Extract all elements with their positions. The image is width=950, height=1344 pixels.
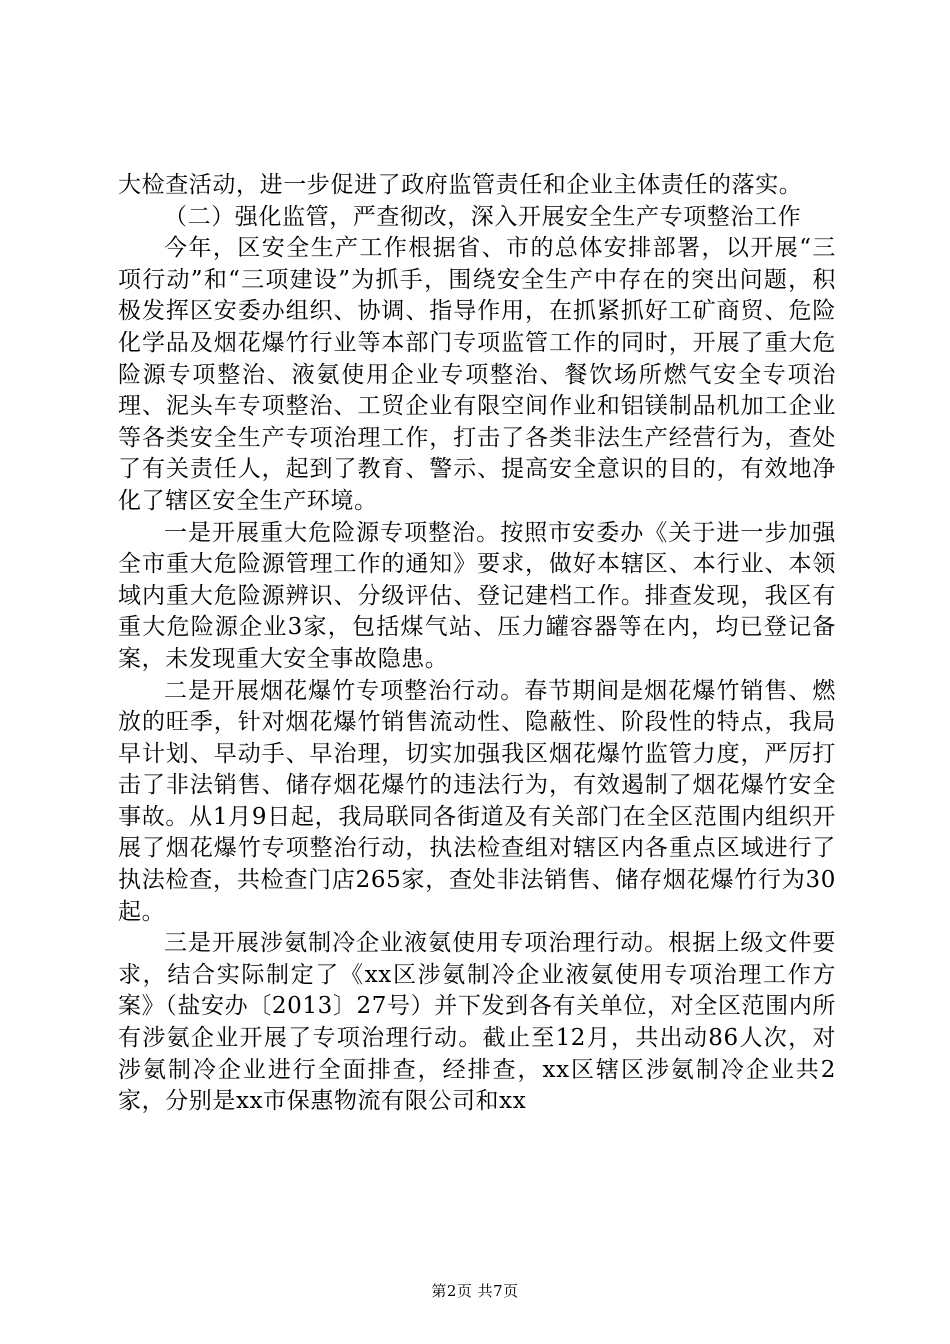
document-body [118, 170, 836, 1118]
paragraph-continued: 大检查活动，进一步促进了政府监管责任和企业主体责任的落实。 [118, 172, 803, 198]
paragraph-overview: 今年，区安全生产工作根据省、市的总体安排部署，以开展“三项行动”和“三项建设”为抓手，围绕安全生产中存在的突出问题，积极发挥区安委办组织、协调、指导作用，在抓紧抓好工矿商贸、危险化学品及烟花爆竹行业等本部门专项监管工作的同时，开展了重大危险源专项整治、液氨使用企业专项整治、餐饮场所燃气安全专项治理、泥头车专项整治、工贸企业有限空间作业和铝镁制品机加工企业等各类安全生产专项治理工作，打击了各类非法生产经营行为，查处了有关责任人，起到了教育、警示、提高安全意识的目的，有效地净化了辖区安全生产环境。 [118, 235, 836, 514]
section-heading: （二）强化监管，严查彻改，深入开展安全生产专项整治工作 [164, 203, 802, 230]
paragraph-item-1: 一是开展重大危险源专项整治。按照市安委办《关于进一步加强全市重大危险源管理工作的通知》要求，做好本辖区、本行业、本领域内重大危险源辨识、分级评估、登记建档工作。排查发现，我区有重大危险源企业3家，包括煤气站、压力罐容器等在内，均已登记备案，未发现重大安全事故隐患。 [118, 519, 836, 672]
page-number-footer: 第2页 共7页 [431, 1282, 519, 1300]
paragraph-item-3: 三是开展涉氨制冷企业液氨使用专项治理行动。根据上级文件要求，结合实际制定了《xx区涉氨制冷企业液氨使用专项治理工作方案》（盐安办〔2013〕27号）并下发到各有关单位，对全区范围内所有涉氨企业开展了专项治理行动。截止至12月，共出动86人次，对涉氨制冷企业进行全面排查，经排查，xx区辖区涉氨制冷企业共2家，分别是xx市保惠物流有限公司和xx [118, 930, 836, 1115]
paragraph-item-2: 二是开展烟花爆竹专项整治行动。春节期间是烟花爆竹销售、燃放的旺季，针对烟花爆竹销售流动性、隐蔽性、阶段性的特点，我局早计划、早动手、早治理，切实加强我区烟花爆竹监管力度，严厉打击了非法销售、储存烟花爆竹的违法行为，有效遏制了烟花爆竹安全事故。从1月9日起，我局联同各街道及有关部门在全区范围内组织开展了烟花爆竹专项整治行动，执法检查组对辖区内各重点区域进行了执法检查，共检查门店265家，查处非法销售、储存烟花爆竹行为30起。 [118, 677, 836, 925]
